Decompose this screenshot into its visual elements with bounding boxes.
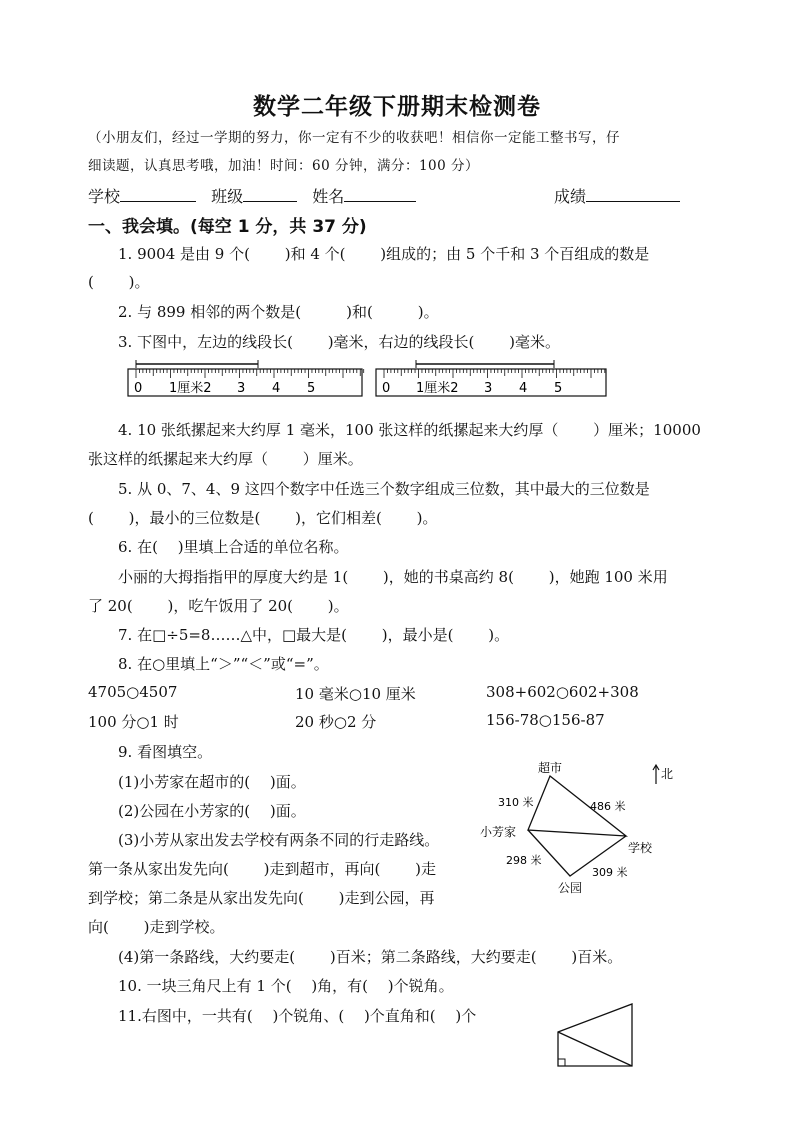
q9-s2: (2)公园在小芳家的( )面。: [118, 802, 306, 820]
q1-line-a: 1. 9004 是由 9 个( )和 4 个( )组成的；由 5 个千和 3 个百组成的数是: [118, 245, 650, 263]
name-label: 姓名: [312, 187, 345, 206]
q6-line-b: 小丽的大拇指指甲的厚度大约是 1( )，她的书桌高约 8( )，她跑 100 米用: [118, 568, 668, 586]
intro-line-1: （小朋友们，经过一学期的努力，你一定有不少的收获吧！相信你一定能工整书写，仔: [88, 130, 620, 146]
q8-item-3: 308+602○602+308: [486, 683, 639, 701]
north-label: 北: [661, 767, 674, 781]
north-arrow-icon: [653, 765, 659, 784]
score-label: 成绩: [554, 187, 587, 206]
dist-park-school: 309 米: [592, 866, 628, 879]
q9-s3c: 到学校；第二条是从家出发先向( )走到公园，再: [88, 889, 435, 907]
q11-text: 11.右图中，一共有( )个锐角、( )个直角和( )个: [118, 1007, 477, 1025]
q6-line-a: 6. 在( )里填上合适的单位名称。: [118, 538, 349, 556]
q4-line-b: 张这样的纸摞起来大约厚（ ）厘米。: [88, 450, 363, 468]
school-label: 学校: [88, 187, 121, 206]
right-label-3: 3: [484, 381, 493, 396]
q8-item-1: 4705○4507: [88, 683, 178, 701]
school-map-label: 学校: [628, 841, 653, 855]
q8-item-6: 156-78○156-87: [486, 711, 605, 729]
page-title: 数学二年级下册期末检测卷: [253, 94, 541, 120]
q4-line-a: 4. 10 张纸摞起来大约厚 1 毫米，100 张这样的纸摞起来大约厚（ ）厘米；10000: [118, 421, 701, 439]
q7-text: 7. 在□÷5=8……△中，□最大是( )，最小是( )。: [118, 626, 510, 644]
angle-figure: [550, 1000, 640, 1074]
left-ruler: [128, 360, 364, 396]
right-angle-mark-icon: [558, 1059, 565, 1066]
q9-s3b: 第一条从家出发先向( )走到超市，再向( )走: [88, 860, 436, 878]
q9-s3d: 向( )走到学校。: [88, 918, 225, 936]
q5-line-b: ( )，最小的三位数是( )，它们相差( )。: [88, 509, 438, 527]
figure-outline: [558, 1004, 632, 1066]
left-label-3: 3: [237, 381, 246, 396]
supermarket-label: 超市: [538, 761, 563, 775]
q9-s3a: (3)小芳从家出发去学校有两条不同的行走路线。: [118, 831, 440, 849]
left-label-1: 1厘米2: [169, 381, 212, 396]
q8-prompt: 8. 在○里填上“＞”“＜”或“=”。: [118, 655, 329, 673]
q6-line-c: 了 20( )，吃午饭用了 20( )。: [88, 597, 349, 615]
name-blank[interactable]: [344, 187, 416, 202]
right-label-1: 1厘米2: [416, 381, 459, 396]
right-ruler: [376, 360, 606, 396]
q10-text: 10. 一块三角尺上有 1 个( )角，有( )个锐角。: [118, 977, 454, 995]
q9-s1: (1)小芳家在超市的( )面。: [118, 773, 306, 791]
q2-text: 2. 与 899 相邻的两个数是( )和( )。: [118, 303, 439, 321]
right-label-5: 5: [554, 381, 563, 396]
class-blank[interactable]: [243, 187, 297, 202]
q8-item-4: 100 分○1 时: [88, 713, 179, 731]
q3-text: 3. 下图中，左边的线段长( )毫米，右边的线段长( )毫米。: [118, 333, 561, 351]
q8-item-2: 10 毫米○10 厘米: [295, 685, 416, 703]
score-row: [554, 184, 680, 207]
dist-super-school: 486 米: [590, 800, 626, 813]
route-map: [470, 756, 684, 896]
q1-line-b: ( )。: [88, 273, 150, 291]
home-label: 小芳家: [480, 825, 517, 839]
q8-item-5: 20 秒○2 分: [295, 713, 377, 731]
right-label-0: 0: [382, 381, 391, 396]
class-label: 班级: [211, 187, 244, 206]
left-label-5: 5: [307, 381, 316, 396]
figure-diagonal: [558, 1032, 632, 1066]
info-row: [88, 184, 416, 207]
q9-s4: (4)第一条路线，大约要走( )百米；第二条路线，大约要走( )百米。: [118, 948, 623, 966]
section-1-heading: 一、我会填。(每空 1 分，共 37 分): [88, 217, 367, 237]
left-label-4: 4: [272, 381, 281, 396]
q9-prompt: 9. 看图填空。: [118, 743, 213, 761]
q5-line-a: 5. 从 0、7、4、9 这四个数字中任选三个数字组成三位数，其中最大的三位数是: [118, 480, 650, 498]
dist-home-super: 310 米: [498, 796, 534, 809]
left-label-0: 0: [134, 381, 143, 396]
dist-home-park: 298 米: [506, 854, 542, 867]
school-blank[interactable]: [120, 187, 196, 202]
score-blank[interactable]: [586, 187, 680, 202]
right-label-4: 4: [519, 381, 528, 396]
park-label: 公园: [558, 881, 583, 895]
ruler-figure: [126, 356, 612, 400]
intro-line-2: 细读题，认真思考哦，加油！时间：60 分钟，满分：100 分）: [88, 158, 480, 174]
